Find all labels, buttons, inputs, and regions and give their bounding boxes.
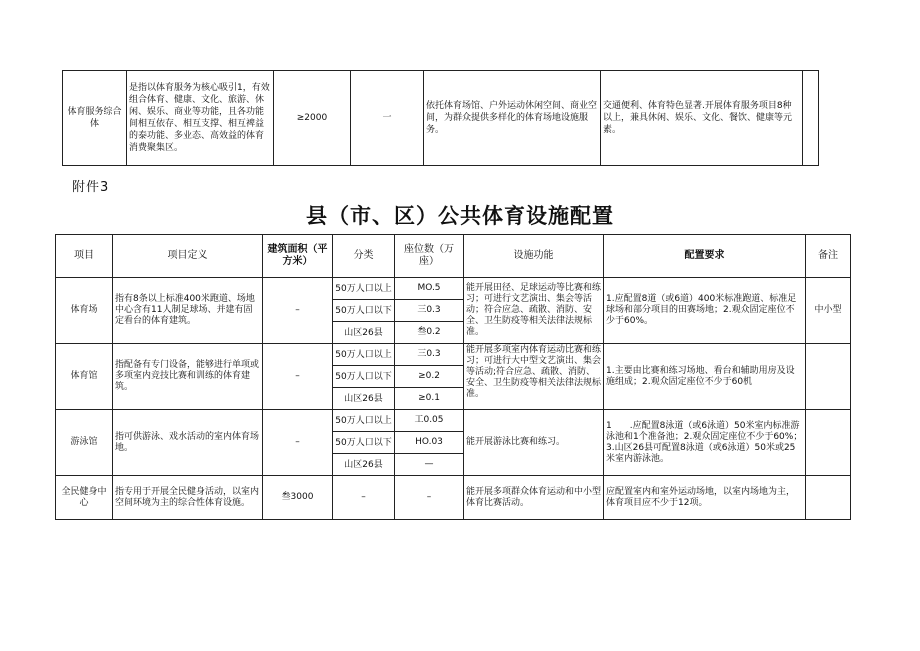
cell-function: 能开展田径、足球运动等比赛和练习；可进行文艺演出、集会等活动；符合应急、疏散、消防、安全、卫生防疫等相关法律法规标准。 [464,278,604,344]
cell-seats: HO.03 [395,432,464,454]
cell-remark [806,476,851,520]
header-area: 建筑面积（平方米） [263,235,333,278]
cell-category: 50万人口以上 [333,344,395,366]
page-title: 县（市、区）公共体育设施配置 [306,204,614,228]
cell-category: 50万人口以上 [333,278,395,300]
cell-seats: 工0.05 [395,410,464,432]
cell-seats: ≥0.1 [395,388,464,410]
table-row [63,71,819,166]
cell-function: 依托体育场馆、户外运动休闲空间、商业空间，为群众提供多样化的体育场地设施服务。 [424,71,601,166]
cell-definition: 是指以体育服务为核心吸引1，有效组合体育、健康、文化、旅游、休闲、娱乐、商业等功能，且各功能间相互依存、相互支撑、相互裨益的泰功能、多业态、高效益的体育消费聚集区。 [127,71,274,166]
cell-area: – [263,344,333,410]
cell-category: 一 [351,71,424,166]
annex-label: 附件3 [72,180,110,195]
top-table [62,70,819,166]
cell-definition: 指有8条以上标准400米跑道、场地中心含有11人制足球场、并建有固定看台的体育建筑。 [113,278,263,344]
cell-item: 体育场 [56,278,113,344]
header-remark: 备注 [806,235,851,278]
cell-area: – [263,278,333,344]
cell-seats: MO.5 [395,278,464,300]
cell-seats: 三0.3 [395,300,464,322]
cell-seats: 叁0.2 [395,322,464,344]
cell-seats: ≥0.2 [395,366,464,388]
facility-table [55,234,851,520]
cell-item: 全民健身中心 [56,476,113,520]
cell-function: 能开展多项室内体育运动比赛和练习；可进行大中型文艺演出、集会等活动;符合应急、疏散、消防、安全、卫生防疫等相关法律法规标准。 [464,344,604,410]
cell-remark [803,71,819,166]
cell-seats: 三0.3 [395,344,464,366]
cell-category: 50万人口以下 [333,432,395,454]
cell-category: 50万人口以上 [333,410,395,432]
header-item: 项目 [56,235,113,278]
cell-requirement: 1.应配置8道（或6道）400米标准跑道、标准足球场和部分项目的田赛场地；2.观众固定座位不少于60%。 [604,278,806,344]
table-row-gymnasium [56,344,851,366]
cell-definition: 指可供游泳、戏水活动的室内体育场地。 [113,410,263,476]
cell-definition: 指配备有专门设备，能够进行单项或多项室内竞技比赛和训练的体育建筑。 [113,344,263,410]
cell-requirement: 1 .应配置8泳道（或6泳道）50米室内标准游泳池和1个准备池；2.观众固定座位不少于60%；3.山区26县可配置8泳道（或6泳道）50米或25米室内游泳池。 [604,410,806,476]
cell-remark [806,344,851,410]
header-function: 设施功能 [464,235,604,278]
header-seats: 座位数（万座） [395,235,464,278]
cell-remark: 中小型 [806,278,851,344]
cell-requirement: 应配置室内和室外运动场地，以室内场地为主，体育项目应不少于12项。 [604,476,806,520]
cell-category: 山区26县 [333,388,395,410]
cell-seats: — [395,454,464,476]
cell-area: 叁3000 [263,476,333,520]
cell-seats: – [395,476,464,520]
cell-category: 山区26县 [333,322,395,344]
header-row [56,235,851,278]
table-row-fitness-center [56,476,851,520]
table-row-natatorium [56,410,851,432]
cell-area: – [263,410,333,476]
cell-remark [806,410,851,476]
cell-function: 能开展游泳比赛和练习。 [464,410,604,476]
header-requirement: 配置要求 [604,235,806,278]
cell-requirement: 1.主要由比赛和练习场地、看台和辅助用房及设施组成；2.观众固定座位不少于60机 [604,344,806,410]
cell-area: ≥2000 [274,71,351,166]
cell-category: 50万人口以下 [333,366,395,388]
header-definition: 项目定义 [113,235,263,278]
cell-item: 体育服务综合体 [63,71,127,166]
cell-definition: 指专用于开展全民健身活动，以室内空间环境为主的综合性体育设施。 [113,476,263,520]
cell-category: 山区26县 [333,454,395,476]
cell-item: 体育馆 [56,344,113,410]
cell-item: 游泳馆 [56,410,113,476]
cell-function: 能开展多项群众体育运动和中小型体育比赛活动。 [464,476,604,520]
cell-requirement: 交通便利、体育特色显著.开展体育服务项目8种以上，兼具休闲、娱乐、文化、餐饮、健康等元素。 [601,71,803,166]
header-category: 分类 [333,235,395,278]
cell-category: 50万人口以下 [333,300,395,322]
table-row-stadium [56,278,851,300]
cell-category: – [333,476,395,520]
